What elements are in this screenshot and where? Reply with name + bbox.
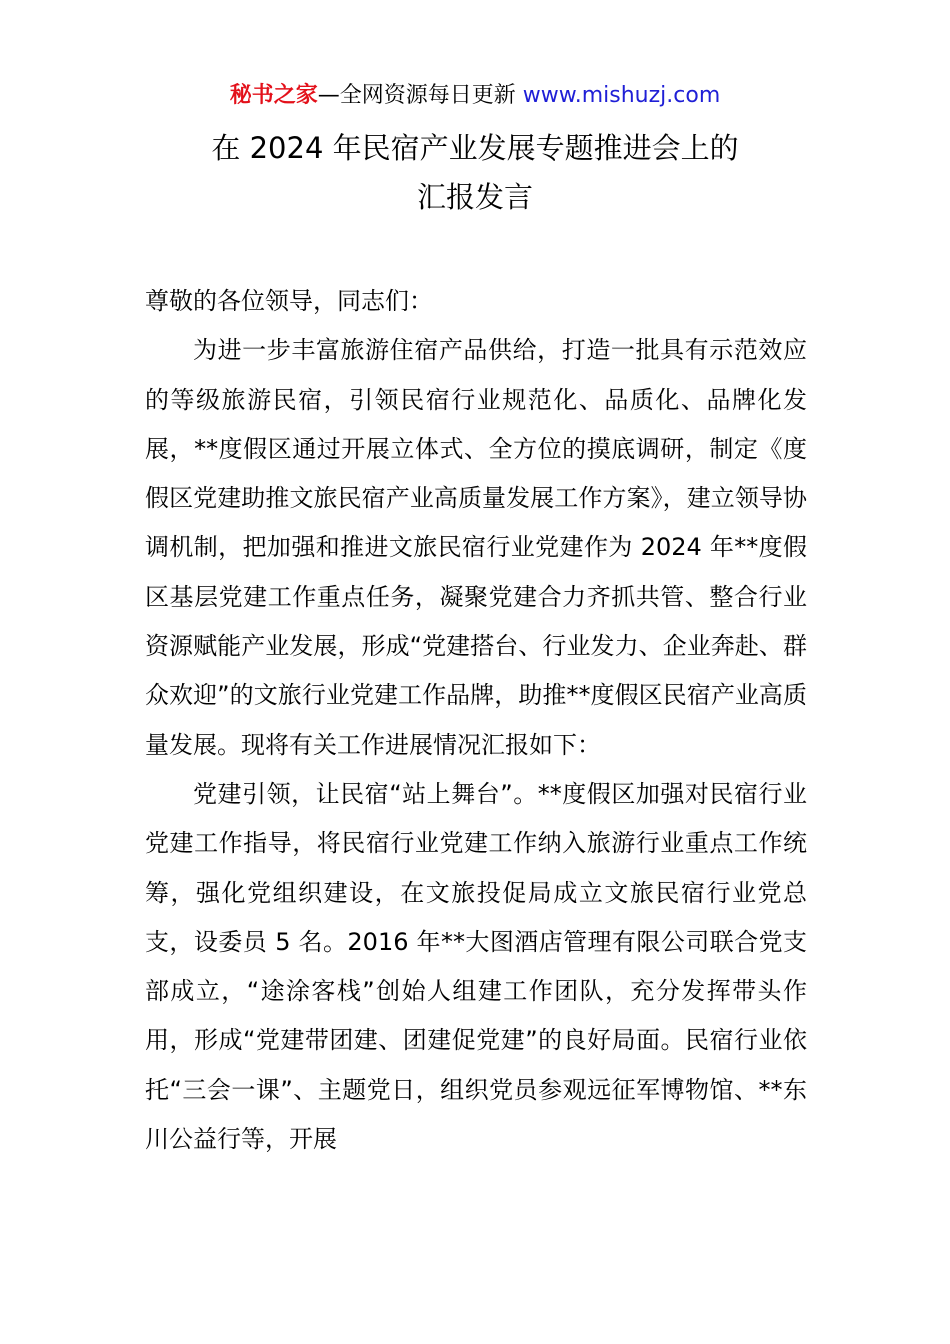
header-tagline: —全网资源每日更新 bbox=[317, 83, 523, 108]
body-paragraph-2: 党建引领，让民宿“站上舞台”。**度假区加强对民宿行业党建工作指导，将民宿行业党建工作纳入旅游行业重点工作统筹，强化党组织建设，在文旅投促局成立文旅民宿行业党总支，设委员 5 名。2016 年**大图酒店管理有限公司联合党支部成立，“途涂客栈”创始人组建工作团队，充分发挥带头作用，形成“党建带团建、团建促党建”的良好局面。民宿行业依托“三会一课”、主题党日，组织党员参观远征军博物馆、**东川公益行等，开展 bbox=[145, 779, 807, 1154]
site-header bbox=[0, 82, 950, 110]
brand-name: 秘书之家 bbox=[229, 83, 318, 108]
document-title-line-1: 在 2024 年民宿产业发展专题推进会上的 bbox=[211, 131, 739, 165]
document-body bbox=[145, 277, 807, 1164]
salutation: 尊敬的各位领导，同志们： bbox=[145, 287, 433, 315]
site-url-link[interactable]: www.mishuzj.com bbox=[522, 83, 721, 108]
document-title-line-2: 汇报发言 bbox=[416, 180, 533, 214]
body-paragraph-1: 为进一步丰富旅游住宿产品供给，打造一批具有示范效应的等级旅游民宿，引领民宿行业规范化、品质化、品牌化发展，**度假区通过开展立体式、全方位的摸底调研，制定《度假区党建助推文旅民宿产业高质量发展工作方案》，建立领导协调机制，把加强和推进文旅民宿行业党建作为 2024 年**度假区基层党建工作重点任务，凝聚党建合力齐抓共管、整合行业资源赋能产业发展，形成“党建搭台、行业发力、企业奔赴、群众欢迎”的文旅行业党建工作品牌，助推**度假区民宿产业高质量发展。现将有关工作进展情况汇报如下： bbox=[145, 336, 807, 759]
